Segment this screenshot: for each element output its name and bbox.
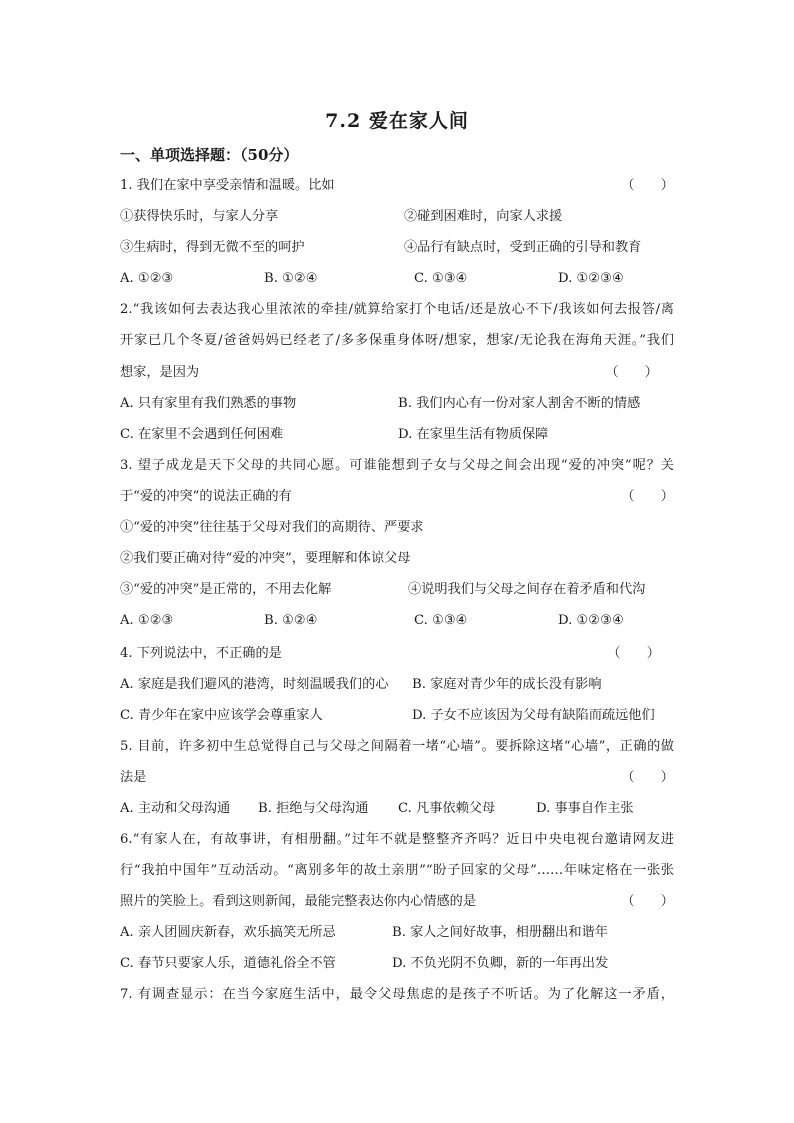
q2-stem-line-1: 2.“我该如何去表达我心里浓浓的牵挂/就算给家打个电话/还是放心不下/我该如何去报答/离 — [120, 302, 674, 317]
q2-option-a: A. 只有家里有我们熟悉的事物 — [120, 396, 297, 411]
q6-answer-blank: （ ） — [621, 894, 674, 909]
q1-option-a: A. ①②③ — [120, 271, 174, 286]
q2-option-c: C. 在家里不会遇到任何困难 — [120, 427, 284, 442]
q2-stem-line-2: 开家已几个冬夏/爸爸妈妈已经老了/多多保重身体呀/想家，想家/无论我在海角天涯。”我们 — [120, 333, 674, 348]
q5-option-a: A. 主动和父母沟通 — [120, 801, 231, 816]
q3-statement-2: ②我们要正确对待“爱的冲突”，要理解和体谅父母 — [120, 551, 411, 566]
q3-stem-line-1: 3. 望子成龙是天下父母的共同心愿。可谁能想到子女与父母之间会出现“爱的冲突”呢？关 — [120, 458, 674, 473]
q5-answer-blank: （ ） — [621, 770, 674, 785]
q5-stem-line-1: 5. 目前，许多初中生总觉得自己与父母之间隔着一堵“心墙”。要拆除这堵“心墙”，正确的做 — [120, 739, 674, 754]
q5-option-d: D. 事事自作主张 — [536, 801, 634, 816]
q4-stem: 4. 下列说法中，不正确的是 — [120, 646, 282, 661]
q5-stem-line-2: 法是 — [120, 770, 147, 785]
q1-statement-3: ③生病时，得到无微不至的呵护 — [120, 240, 305, 255]
q1-option-b: B. ①②④ — [264, 271, 318, 286]
q3-option-d: D. ①②③④ — [558, 613, 624, 628]
q2-option-d: D. 在家里生活有物质保障 — [398, 427, 549, 442]
q4-answer-blank: （ ） — [607, 646, 660, 661]
q6-option-d: D. 不负光阴不负卿，新的一年再出发 — [392, 956, 609, 971]
q3-answer-blank: （ ） — [621, 489, 674, 504]
section-heading: 一、单项选择题：（50分） — [120, 146, 299, 164]
q4-option-d: D. 子女不应该因为父母有缺陷而疏远他们 — [412, 708, 655, 723]
q5-option-b: B. 拒绝与父母沟通 — [258, 801, 369, 816]
q1-statement-1: ①获得快乐时，与家人分享 — [120, 209, 279, 224]
q3-statement-3: ③“爱的冲突”是正常的，不用去化解 — [120, 582, 332, 597]
q3-stem-line-2: 于“爱的冲突”的说法正确的有 — [120, 489, 292, 504]
q3-statement-4: ④说明我们与父母之间存在着矛盾和代沟 — [408, 582, 646, 597]
q4-option-a: A. 家庭是我们避风的港湾，时刻温暖我们的心 — [120, 677, 389, 692]
q2-option-b: B. 我们内心有一份对家人割舍不断的情感 — [398, 396, 641, 411]
q6-stem-line-2: 行“我拍中国年”互动活动。“离别多年的故土亲朋”“盼子回家的父母”……年味定格在一张张 — [120, 863, 674, 878]
q1-option-c: C. ①③④ — [414, 271, 468, 286]
q6-stem-line-3: 照片的笑脸上。看到这则新闻，最能完整表达你内心情感的是 — [120, 894, 477, 909]
q1-option-d: D. ①②③④ — [558, 271, 624, 286]
q1-answer-blank: （ ） — [621, 178, 674, 193]
q1-stem: 1. 我们在家中享受亲情和温暖。比如 — [120, 178, 335, 193]
q6-option-b: B. 家人之间好故事，相册翻出和谐年 — [392, 925, 608, 940]
q1-statement-4: ④品行有缺点时，受到正确的引导和教育 — [404, 240, 642, 255]
q4-option-c: C. 青少年在家中应该学会尊重家人 — [120, 708, 323, 723]
q2-stem-line-3: 想家，是因为 — [120, 365, 200, 380]
q5-option-c: C. 凡事依赖父母 — [398, 801, 496, 816]
q7-stem-line-1: 7. 有调查显示：在当今家庭生活中，最令父母焦虑的是孩子不听话。为了化解这一矛盾， — [120, 987, 674, 1002]
q2-answer-blank: （ ） — [605, 365, 658, 380]
q1-statement-2: ②碰到困难时，向家人求援 — [404, 209, 563, 224]
q3-option-a: A. ①②③ — [120, 613, 174, 628]
q3-option-b: B. ①②④ — [264, 613, 318, 628]
q3-option-c: C. ①③④ — [414, 613, 468, 628]
q6-stem-line-1: 6.“有家人在，有故事讲，有相册翻。”过年不就是整整齐齐吗？近日中央电视台邀请网友进 — [120, 832, 674, 847]
q4-option-b: B. 家庭对青少年的成长没有影响 — [412, 677, 602, 692]
q3-statement-1: ①“爱的冲突”往往基于父母对我们的高期待、严要求 — [120, 520, 424, 535]
q6-option-c: C. 春节只要家人乐，道德礼俗全不管 — [120, 956, 336, 971]
q6-option-a: A. 亲人团圆庆新春，欢乐搞笑无所忌 — [120, 925, 336, 940]
document-title: 7.2 爱在家人间 — [325, 110, 469, 132]
